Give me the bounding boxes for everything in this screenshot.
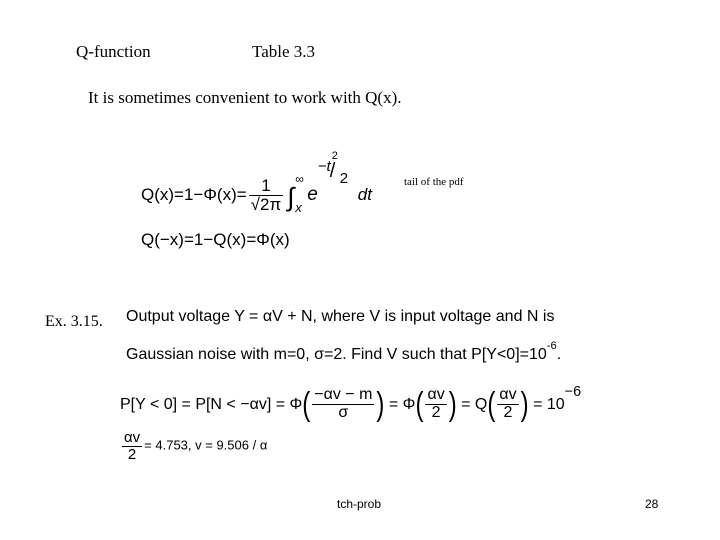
example-line-2-text: Gaussian noise with m=0, σ=2. Find V such that P[Y<0]=10 bbox=[126, 346, 547, 364]
intro-text: It is sometimes convenient to work with Q(x). bbox=[88, 88, 402, 107]
eq3-fraction-3 bbox=[497, 387, 518, 422]
tail-note: tail of the pdf bbox=[404, 176, 464, 188]
eq4-f-den: 2 bbox=[122, 446, 142, 463]
q-function-symmetry: Q(−x)=1−Q(x)=Φ(x) bbox=[141, 230, 290, 249]
example-line-2-end: . bbox=[556, 346, 562, 364]
eq1-frac-den: √2π bbox=[250, 195, 282, 215]
table-reference: Table 3.3 bbox=[252, 42, 316, 61]
eq3-part-3: = Q bbox=[461, 395, 488, 413]
integral-lower: x bbox=[295, 199, 302, 215]
example-line-2-sup: -6 bbox=[546, 340, 557, 352]
eq3-f1-den: σ bbox=[312, 404, 374, 422]
footer-source: tch-prob bbox=[337, 497, 382, 511]
eq1-lhs: Q(x)=1−Φ(x)= bbox=[141, 185, 247, 204]
eq1-dt: dt bbox=[357, 185, 372, 204]
example-line-1: Output voltage Y = αV + N, where V is input voltage and N is bbox=[126, 308, 555, 325]
page-number: 28 bbox=[645, 497, 659, 511]
integral-sign: ∫ ∞ x bbox=[287, 171, 304, 215]
eq3-part-4-sup: −6 bbox=[564, 384, 582, 400]
eq1-frac-num: 1 bbox=[261, 176, 271, 196]
eq3-f3-den: 2 bbox=[497, 404, 518, 422]
eq4-rest: = 4.753, v = 9.506 / α bbox=[144, 437, 268, 453]
eq3-f3-num: αv bbox=[499, 386, 517, 404]
example-line-2 bbox=[126, 340, 561, 364]
eq1-exp-den: 2 bbox=[339, 170, 349, 187]
example-label: Ex. 3.15. bbox=[45, 313, 103, 330]
eq3-fraction-2 bbox=[425, 387, 446, 422]
eq1-exp-sup: 2 bbox=[331, 150, 338, 162]
eq1-fraction bbox=[249, 177, 284, 214]
slide-title: Q-function bbox=[76, 42, 151, 61]
eq4-f-num: αv bbox=[124, 429, 141, 446]
eq4-fraction bbox=[122, 430, 142, 463]
eq3-f2-num: αv bbox=[427, 386, 445, 404]
integral-upper: ∞ bbox=[295, 171, 304, 186]
eq1-exp-base: e bbox=[307, 184, 318, 205]
eq1-exp-num: −t bbox=[317, 158, 331, 175]
eq3-fraction-1 bbox=[312, 387, 374, 422]
probability-equation: P[Y < 0] = P[N < −αv] = Φ( $\frac{-\alpha v - m}{\sigma}$ ) = Φ( $\frac{\alpha v}{2}$ ) = Q( $\frac{\alpha v}{2}$ ) = 10−6 bbox=[120, 384, 582, 423]
eq3-f1-num: −αv − m bbox=[314, 386, 373, 404]
eq3-part-2: = Φ bbox=[388, 395, 416, 413]
solution-equation bbox=[120, 430, 267, 463]
eq3-part-4: = 10 bbox=[533, 395, 565, 413]
q-function-definition bbox=[141, 150, 372, 215]
eq1-exponent: −t 2 / 2 bbox=[317, 150, 349, 187]
eq3-part-1: P[Y < 0] = P[N < −αv] = Φ bbox=[120, 395, 303, 413]
eq3-f2-den: 2 bbox=[425, 404, 446, 422]
